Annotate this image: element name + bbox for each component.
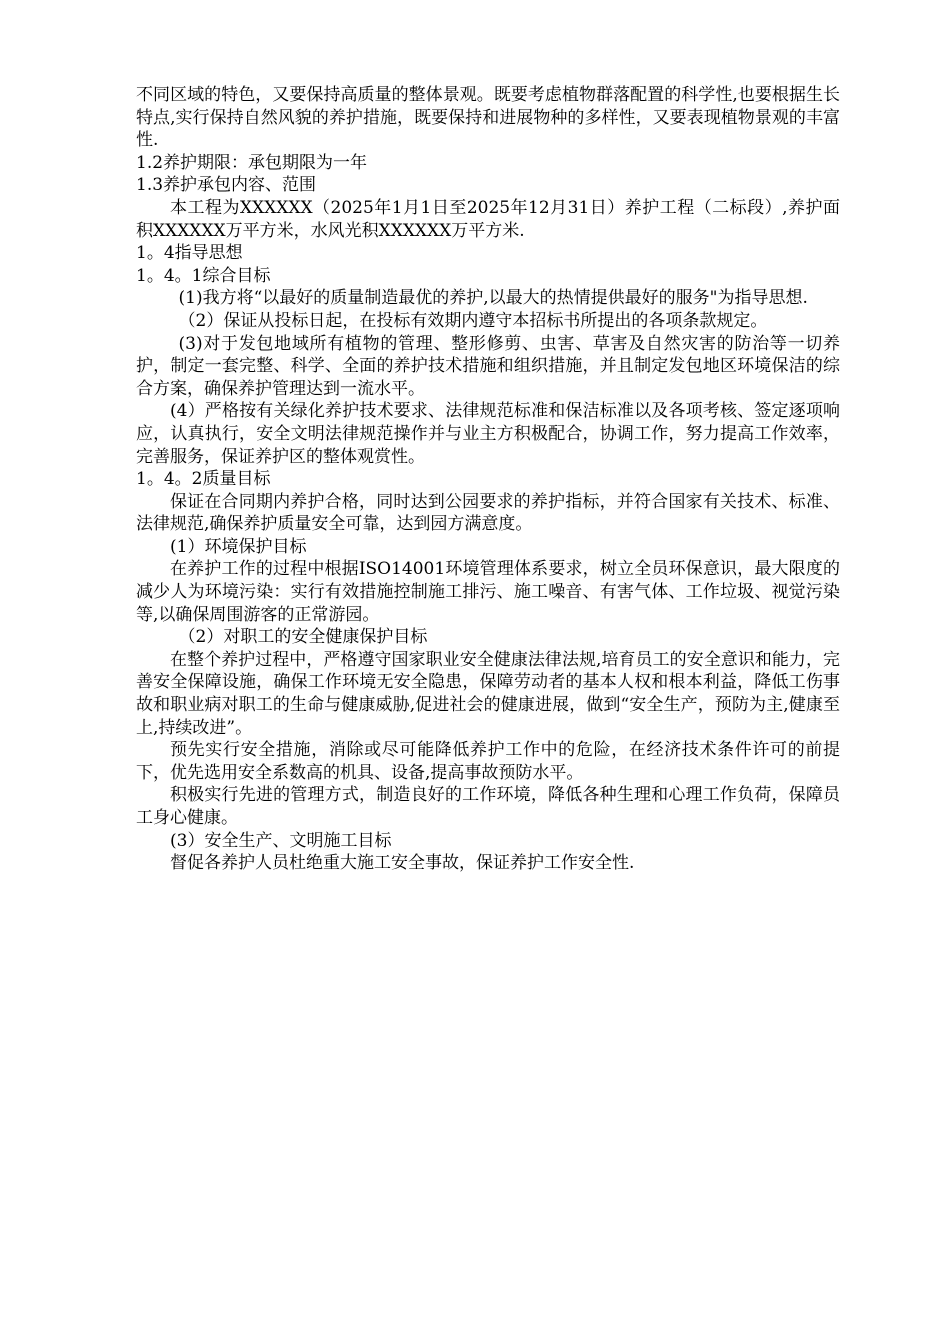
paragraph: 在养护工作的过程中根据ISO14001环境管理体系要求，树立全员环保意识，最大限度的减少人为环境污染：实行有效措施控制施工排污、施工噪音、有害气体、工作垃圾、视觉污染等,以确保周围游客的正常游园。 [136,559,840,625]
list-heading: （2）对职工的安全健康保护目标 [178,627,428,648]
subsection-heading: 1。4。1综合目标 [136,265,271,286]
list-item: (4）严格按有关绿化养护技术要求、法律规范标准和保洁标准以及各项考核、签定逐项响应，认真执行，安全文明法律规范操作并与业主方积极配合，协调工作，努力提高工作效率，完善服务，保证养护区的整体观赏性。 [136,401,840,467]
list-item: （2）保证从投标日起，在投标有效期内遵守本招标书所提出的各项条款规定。 [178,310,768,331]
paragraph: 在整个养护过程中，严格遵守国家职业安全健康法律法规,培育员工的安全意识和能力，完善安全保障设施，确保工作环境无安全隐患，保障劳动者的基本人权和根本利益，降低工伤事故和职业病对职工的生命与健康威胁,促进社会的健康进展，做到“安全生产，预防为主,健康至上,持续改进”。 [136,649,840,738]
list-heading: (1）环境保护目标 [170,536,307,557]
paragraph: 本工程为XXXXXX（2025年1月1日至2025年12月31日）养护工程（二标段）,养护面积XXXXXX万平方米，水风光积XXXXXX万平方米. [136,197,840,241]
paragraph: 不同区域的特色，又要保持高质量的整体景观。既要考虑植物群落配置的科学性,也要根据生长特点,实行保持自然风貌的养护措施，既要保持和进展物种的多样性，又要表现植物景观的丰富性. [136,85,840,151]
paragraph: 保证在合同期内养护合格，同时达到公园要求的养护指标，并符合国家有关技术、标准、法律规范,确保养护质量安全可靠，达到园方满意度。 [136,491,840,535]
list-heading: (3）安全生产、文明施工目标 [170,830,392,851]
subsection-heading: 1。4。2质量目标 [136,469,271,490]
paragraph: 预先实行安全措施，消除或尽可能降低养护工作中的危险，在经济技术条件许可的前提下，优先选用安全系数高的机具、设备,提高事故预防水平。 [136,740,840,783]
paragraph: 督促各养护人员杜绝重大施工安全事故，保证养护工作安全性. [170,853,635,874]
section-heading: 1.3养护承包内容、范围 [136,175,317,196]
document-body [136,84,840,875]
list-item: (1)我方将“以最好的质量制造最优的养护,以最大的热情提供最好的服务"为指导思想. [178,288,808,309]
list-item: (3)对于发包地域所有植物的管理、整形修剪、虫害、草害及自然灾害的防治等一切养护，制定一套完整、科学、全面的养护技术措施和组织措施，并且制定发包地区环境保洁的综合方案，确保养护管理达到一流水平。 [136,333,840,399]
paragraph: 积极实行先进的管理方式，制造良好的工作环境，降低各种生理和心理工作负荷，保障员工身心健康。 [136,785,840,828]
section-heading: 1。4指导思想 [136,243,243,264]
section-heading: 1.2养护期限：承包期限为一年 [136,152,368,173]
